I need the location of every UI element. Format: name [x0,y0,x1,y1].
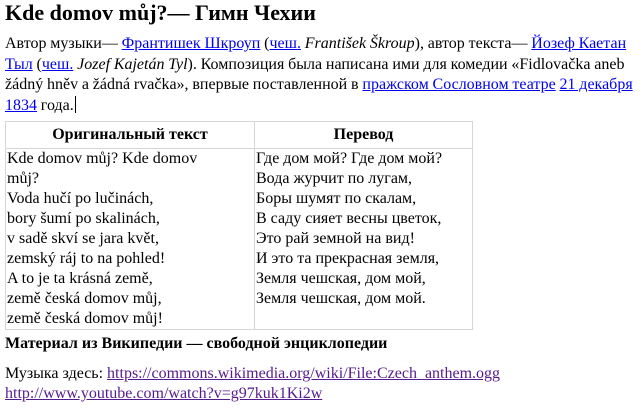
lyric-line: A to je ta krásná země, [7,270,153,287]
translation-line: Боры шумят по скалам, [256,190,417,207]
translation-line: И это та прекрасная земля, [256,250,440,267]
czech-abbr-link[interactable]: чеш. [41,55,74,73]
source-note: Материал из Википедии — свободной энциклопедии [5,335,388,352]
intro-text: года. [37,96,74,114]
theatre-link[interactable]: пражском Сословном театре [362,76,556,93]
lyric-line: bory šumí po skalinách, [7,210,160,227]
original-header: Оригинальный текст [6,122,255,149]
date-link[interactable]: 21 декабря [559,76,633,93]
translation-lyrics-cell [255,149,473,330]
lyric-line: Voda hučí po lučinách, [7,190,154,207]
year-link[interactable]: 1834 [5,96,37,114]
music-links [5,364,500,404]
page-title: Kde domov můj?— Гимн Чехии [5,0,316,25]
intro-text: ( [32,55,42,73]
translation-line: Это рай земной на вид! [256,230,415,247]
lyric-line: v sadě skví se jara květ, [7,230,159,247]
lyrics-table [5,121,473,330]
translation-line: В саду сияет весны цветок, [256,210,442,227]
music-label: Музыка здесь: [5,365,108,382]
translation-line: Земля чешская, дом мой. [256,290,426,307]
lyricist-czech-name: Jozef Kajetán Tyl [77,55,188,73]
translation-line: Вода журчит по лугам, [256,170,413,187]
article [5,0,641,402]
czech-abbr-link[interactable]: чеш. [269,35,301,52]
translation-line: Где дом мой? Где дом мой? [256,150,443,167]
lyric-line: zemský ráj to na pohled! [7,250,166,267]
youtube-link[interactable]: http://www.youtube.com/watch?v=g97kuk1Ki2w [5,385,323,402]
intro-text: ). Композиция была написана ими для комедии «Fidlovačka aneb žádný hněv a žádná rvačka», впервые поставленной в [5,55,625,93]
lyric-line: Kde domov můj? Kde domov můj? [7,150,198,187]
table-header-row [6,122,473,149]
lyric-line: země česká domov můj! [7,310,163,327]
composer-czech-name: František Škroup [304,35,415,52]
intro-paragraph [5,34,639,116]
lyric-line: země česká domov můj, [7,290,162,307]
intro-text: Автор музыки— [5,35,122,52]
table-row [6,149,473,330]
translation-line: Земля чешская, дом мой, [256,270,426,287]
lyricist-link[interactable]: Йозеф Каетан Тыл [5,35,627,73]
text-cursor [75,96,76,113]
original-lyrics-cell [6,149,255,330]
translation-header: Перевод [255,122,473,149]
composer-link[interactable]: Франтишек Шкроуп [121,35,261,52]
intro-text: ( [260,35,270,52]
intro-text: ), автор текста— [414,35,532,52]
wikimedia-link[interactable]: https://commons.wikimedia.org/wiki/File:Czech_anthem.ogg [107,365,501,382]
